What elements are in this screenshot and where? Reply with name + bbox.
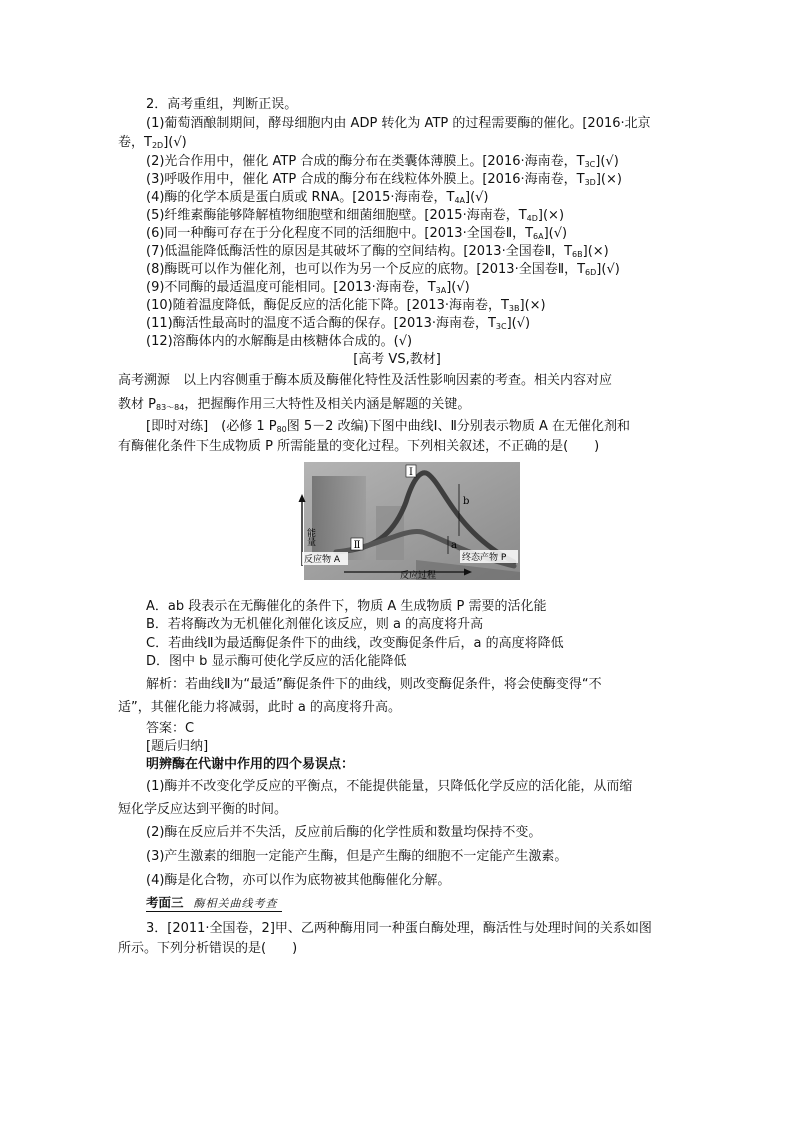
answer: 答案：C [146, 721, 195, 736]
summary-tag: [题后归纳] [146, 739, 209, 754]
segment-b-label: b [463, 496, 470, 507]
summary-title: 明辨酶在代谢中作用的四个易误点： [146, 757, 355, 772]
summary-point-3: (3)产生激素的细胞一定能产生酶，但是产生酶的细胞不一定能产生激素。 [146, 849, 568, 864]
analysis-line-1: 解析：若曲线Ⅱ为“最适”酶促条件下的曲线，则改变酶促条件，将会使酶变得“不 [146, 677, 602, 692]
statement-12: (12)溶酶体内的水解酶是由核糖体合成的。(√) [146, 334, 413, 349]
option-b: B．若将酶改为无机催化剂催化该反应，则 a 的高度将升高 [146, 617, 484, 632]
kaomian-title: 酶相关曲线考查 [193, 897, 278, 910]
statement-2: (2)光合作用中，催化 ATP 合成的酶分布在类囊体薄膜上。[2016·海南卷，$T_{3C}](√)$ [146, 154, 619, 169]
statement-9: (9)不同酶的最适温度可能相同。[2013·海南卷，$T_{3A}](√)$ [146, 280, 470, 295]
section-heading: 2．高考重组，判断正误。 [146, 97, 298, 112]
statement-1: (1)葡萄酒酿制期间，酵母细胞内由 ADP 转化为 ATP 的过程需要酶的催化。[2016·北京 [146, 116, 651, 131]
summary-point-2: (2)酶在反应后并不失活，反应前后酶的化学性质和数量均保持不变。 [146, 825, 542, 840]
kaomian-tag [146, 894, 282, 912]
origin-line-2: 教材 $P_{83\sim 84}$，把握酶作用三大特性及相关内涵是解题的关键。 [118, 397, 471, 412]
practice-line-1: [即时对练] (必修 1 $P_{80}$图 5－2 改编)下图中曲线Ⅰ、Ⅱ分别表示物质 A 在无催化剂和 [146, 419, 631, 434]
segment-a-label: a [451, 540, 457, 551]
summary-point-1: (1)酶并不改变化学反应的平衡点，不能提供能量，只降低化学反应的活化能，从而缩 [146, 779, 633, 794]
option-d: D．图中 b 显示酶可使化学反应的活化能降低 [146, 654, 407, 669]
y-axis-label: 能量 [305, 528, 315, 546]
x-axis-label: 反应过程 [400, 571, 437, 580]
statement-10: (10)随着温度降低，酶促反应的活化能下降。[2013·海南卷，$T_{3B}](\times)$ [146, 298, 546, 313]
curve-1-label: Ⅰ [409, 467, 413, 478]
statement-4: (4)酶的化学本质是蛋白质或 RNA。[2015·海南卷，$T_{4A}](√)$ [146, 190, 489, 205]
question-3-line-2: 所示。下列分析错误的是( ) [118, 941, 298, 956]
energy-diagram [296, 462, 520, 580]
summary-point-1-cont: 短化学反应达到平衡的时间。 [118, 802, 288, 817]
statement-1-cont: 卷，$T_{2D}](√)$ [118, 135, 187, 150]
statement-11: (11)酶活性最高时的温度不适合酶的保存。[2013·海南卷，$T_{3C}](√)$ [146, 316, 531, 331]
compare-title: [高考 VS,教材] [353, 352, 441, 367]
option-a: A．ab 段表示在无酶催化的条件下，物质 A 生成物质 P 需要的活化能 [146, 599, 547, 614]
statement-3: (3)呼吸作用中，催化 ATP 合成的酶分布在线粒体外膜上。[2016·海南卷，$T_{3D}](\times)$ [146, 172, 622, 187]
summary-point-4: (4)酶是化合物，亦可以作为底物被其他酶催化分解。 [146, 873, 451, 888]
statement-6: (6)同一种酶可存在于分化程度不同的活细胞中。[2013·全国卷Ⅱ，$T_{6A}](√)$ [146, 226, 568, 241]
reactant-label: 反应物 A [304, 555, 341, 565]
analysis-line-2: 适”，其催化能力将减弱，此时 a 的高度将升高。 [118, 700, 401, 715]
statement-8: (8)酶既可以作为催化剂，也可以作为另一个反应的底物。[2013·全国卷Ⅱ，$T_{6D}](√)$ [146, 262, 620, 277]
statement-5: (5)纤维素酶能够降解植物细胞壁和细菌细胞壁。[2015·海南卷，$T_{4D}](\times)$ [146, 208, 565, 223]
option-c: C．若曲线Ⅱ为最适酶促条件下的曲线，改变酶促条件后，a 的高度将降低 [146, 636, 564, 651]
practice-line-2: 有酶催化条件下生成物质 P 所需能量的变化过程。下列相关叙述，不正确的是( ) [118, 439, 600, 454]
question-3-line-1: 3．[2011·全国卷，2]甲、乙两种酶用同一种蛋白酶处理，酶活性与处理时间的关系如图 [146, 921, 652, 936]
product-label: 终态产物 P [462, 553, 507, 563]
curve-2-label: Ⅱ [353, 540, 361, 551]
kaomian-label: 考面三 [146, 895, 184, 910]
statement-7: (7)低温能降低酶活性的原因是其破坏了酶的空间结构。[2013·全国卷Ⅱ，$T_{6B}](\times)$ [146, 244, 609, 259]
origin-line-1: 高考溯源 以上内容侧重于酶本质及酶催化特性及活性影响因素的考查。相关内容对应 [118, 373, 613, 388]
